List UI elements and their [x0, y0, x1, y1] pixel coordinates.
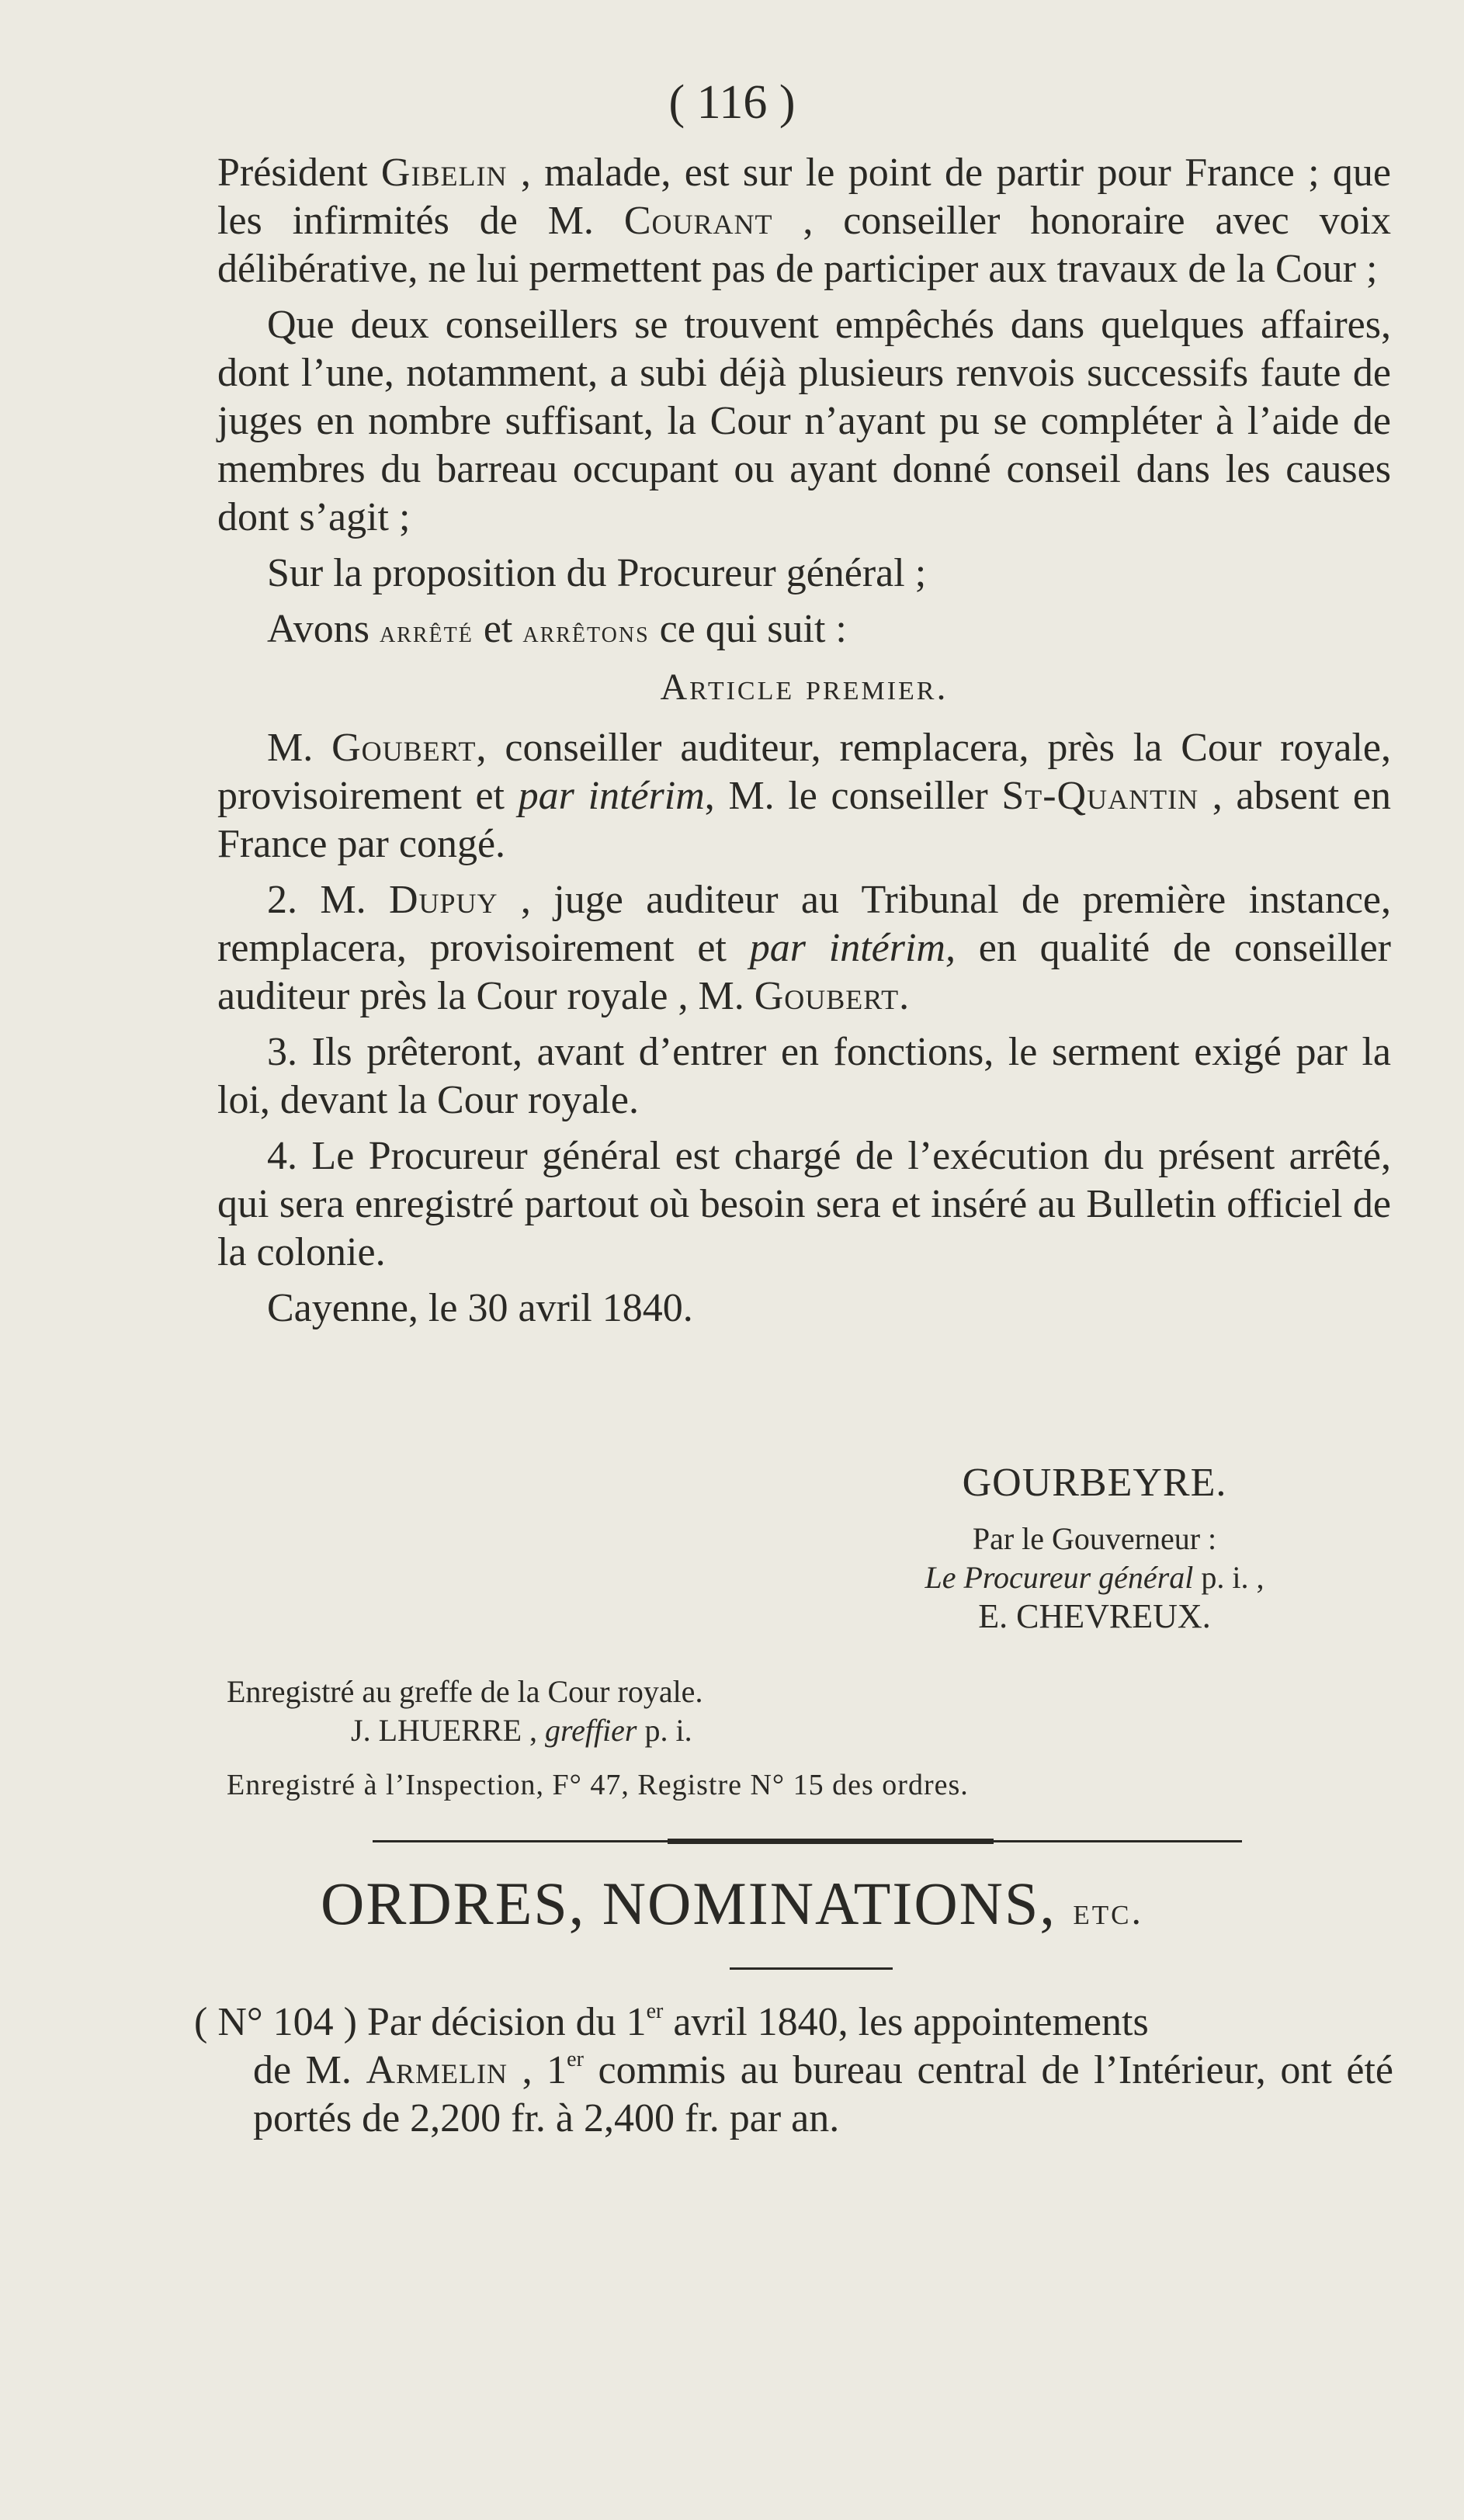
greffe-line-2: [227, 1711, 703, 1750]
superscript: er: [646, 1999, 664, 2023]
article-3: 3. Ils prêteront, avant d’entrer en fonctions, le serment exigé par la loi, devant la Cour royale.: [217, 1030, 1391, 1122]
italic-par-interim: par intérim,: [749, 926, 956, 970]
text-run: commis au bureau central de l’Intérieur, ont été portés de 2,200 fr. à 2,400 fr. par an.: [253, 2048, 1393, 2140]
date-line: Cayenne, le 30 avril 1840.: [267, 1286, 693, 1330]
role-suffix: p. i. ,: [1193, 1560, 1265, 1595]
signature-block: [854, 1459, 1335, 1636]
text-run: , conseiller honoraire avec voix délibérative, ne lui permettent pas de participer aux travaux de la Cour ;: [217, 199, 1392, 291]
text-run: , 1: [508, 2048, 567, 2092]
article-1: [217, 724, 1391, 868]
article-2: [217, 876, 1391, 1021]
superscript: er: [567, 2047, 584, 2071]
order-number: ( N° 104 ): [194, 2000, 357, 2044]
greffier-suffix: p. i.: [637, 1713, 692, 1748]
text-run: Président: [217, 151, 381, 195]
signature-role: [854, 1558, 1335, 1597]
divider-rule-ornament: [668, 1839, 994, 1844]
text-run: , juge auditeur au Tribunal de première instance, remplacera, provisoirement et: [217, 878, 1391, 970]
short-divider-rule: [730, 1967, 893, 1970]
signature-chevreux: E. CHEVREUX.: [978, 1597, 1211, 1635]
signature-par-le-gouverneur: Par le Gouverneur :: [972, 1521, 1217, 1556]
section-title: [0, 1867, 1464, 1948]
text-run: .: [899, 974, 910, 1018]
article-4: 4. Le Procureur général est chargé de l’exécution du présent arrêté, qui sera enregistré partout où besoin sera et inséré au Bulletin officiel de la colonie.: [217, 1134, 1391, 1274]
name-courant: Courant: [623, 199, 773, 243]
paragraph-proposition: Sur la proposition du Procureur général ;: [267, 551, 927, 595]
paragraph-avons-arrete: [217, 605, 1391, 656]
paragraph-considerant-1: [217, 149, 1391, 293]
word-arretons: arrêtons: [522, 614, 650, 649]
order-104-continuation: [194, 2047, 1393, 2143]
order-104: [194, 1998, 1393, 2143]
word-arrete: arrêté: [379, 614, 474, 649]
name-dupuy: Dupuy: [388, 878, 498, 922]
text-run: et: [473, 607, 523, 651]
section-title-text: ORDRES, NOMINATIONS,: [320, 1870, 1074, 1937]
greffier-name: J. LHUERRE ,: [351, 1713, 545, 1748]
section-title-etc: etc.: [1073, 1889, 1143, 1932]
text-run: , M. le conseiller: [704, 774, 1002, 818]
name-armelin: Armelin: [366, 2048, 508, 2092]
text-run: Avons: [267, 607, 380, 651]
text-run: de M.: [253, 2048, 366, 2092]
text-run: Par décision du 1: [356, 2000, 647, 2044]
greffe-line-1: Enregistré au greffe de la Cour royale.: [227, 1674, 703, 1709]
page-number: ( 116 ): [668, 76, 796, 129]
greffier-italic: greffier: [545, 1713, 637, 1748]
italic-par-interim: par intérim: [518, 774, 705, 818]
text-run: en qualité de conseiller auditeur près la Cour royale , M.: [217, 926, 1391, 1018]
text-run: 2. M.: [267, 878, 389, 922]
name-goubert: Goubert: [331, 726, 477, 770]
text-run: , conseiller auditeur, remplacera, près la Cour royale, provisoirement et: [217, 726, 1391, 818]
decree-body: [217, 149, 1391, 1340]
inspection-registration: Enregistré à l’Inspection, F° 47, Registre N° 15 des ordres.: [227, 1769, 969, 1801]
paragraph-considerant-2: Que deux conseillers se trouvent empêchés dans quelques affaires, dont l’une, notamment, a subi déjà plusieurs renvois successifs faute de juges en nombre suffisant, la Cour n’ayant pu se compléter à l’aide de membres du barreau occupant ou ayant donné conseil dans les causes dont s’agit ;: [217, 303, 1391, 539]
text-run: M.: [267, 726, 332, 770]
article-title: Article premier.: [660, 667, 949, 708]
text-run: ce qui suit :: [649, 607, 847, 651]
name-gibelin: Gibelin: [380, 151, 508, 195]
signature-gourbeyre: GOURBEYRE.: [962, 1461, 1227, 1505]
name-st-quantin: St-Quantin: [1001, 774, 1199, 818]
text-run: , malade, est sur le point de partir pour France ; que les infirmités de M.: [217, 151, 1391, 243]
greffe-registration: [227, 1672, 703, 1750]
text-run: , absent en France par congé.: [217, 774, 1391, 866]
role-italic: Le Procureur général: [925, 1560, 1194, 1595]
name-goubert: Goubert: [754, 974, 900, 1018]
text-run: avril 1840, les appointements: [663, 2000, 1149, 2044]
